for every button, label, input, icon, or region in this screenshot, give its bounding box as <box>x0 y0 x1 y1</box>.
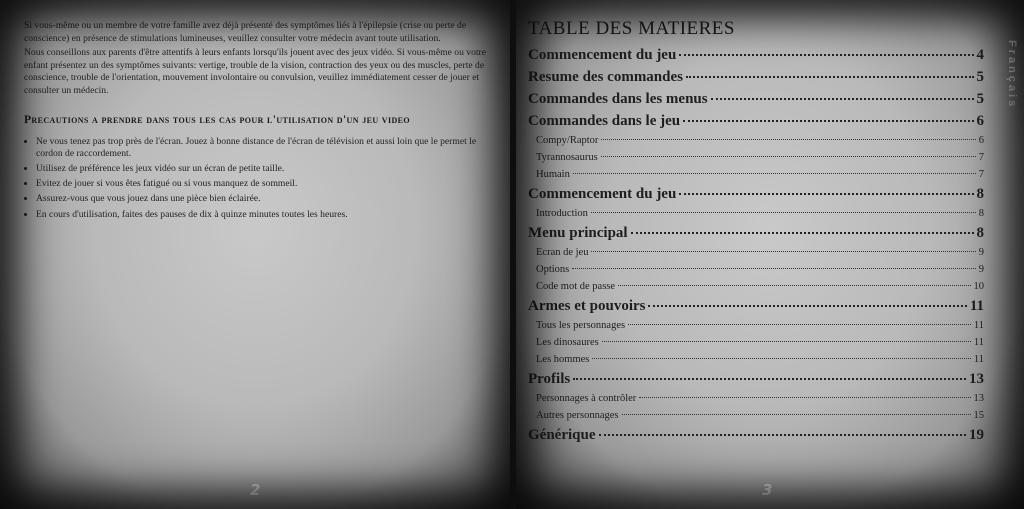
toc-row <box>528 166 984 183</box>
toc-entry-title: Commandes dans les menus <box>528 91 708 107</box>
toc-row <box>528 368 984 390</box>
toc-entry-page: 11 <box>973 354 984 365</box>
intro-paragraph-2: Nous conseillons aux parents d'être attentifs à leurs enfants lorsqu'ils jouent avec des jeux vidéo. Si vous-même ou votre enfant présentez un des symptômes suivants: vertige, trouble de la vision, contraction des yeux ou des muscles, perte de conscience, trouble de l'orientation, mouvement involontaire ou convulsion, veuillez immédiatement cesser de jouer et consulter un médecin. <box>24 47 486 96</box>
toc-row <box>528 334 984 351</box>
toc-entry-title: Les hommes <box>536 354 590 365</box>
toc-leader-dots <box>679 54 973 56</box>
epilepsy-warning <box>24 20 488 224</box>
toc-entry-title: Personnages à contrôler <box>536 393 637 404</box>
toc-row <box>528 278 984 295</box>
toc-entry-page: 6 <box>978 135 984 146</box>
toc-entry-title: Commandes dans le jeu <box>528 113 681 129</box>
toc-entry-page: 9 <box>978 264 984 275</box>
toc-entry-page: 13 <box>969 371 984 387</box>
toc-entry-title: Les dinosaures <box>536 337 599 348</box>
toc-entries <box>528 44 984 446</box>
right-page <box>516 0 1024 509</box>
toc-entry-title: Ecran de jeu <box>536 247 589 258</box>
toc-entry-title: Profils <box>528 371 571 387</box>
toc-entry-title: Introduction <box>536 208 588 219</box>
toc-entry-page: 10 <box>973 281 984 292</box>
toc-row <box>528 88 984 110</box>
precautions-list <box>24 136 488 222</box>
toc-entry-page: 8 <box>978 208 984 219</box>
toc-row <box>528 244 984 261</box>
list-item: • Ne vous tenez pas trop près de l'écran. Jouez à bonne distance de l'écran de télévision et aussi loin que le permet le cordon de raccordement. <box>36 136 488 161</box>
toc-leader-dots <box>683 120 973 122</box>
toc-leader-dots <box>601 139 975 140</box>
toc-entry-page: 11 <box>969 298 984 314</box>
toc-row <box>528 424 984 446</box>
toc-entry-title: Humain <box>536 169 570 180</box>
toc-entry-page: 5 <box>976 91 984 107</box>
toc-leader-dots <box>592 358 971 359</box>
toc-entry-page: 11 <box>973 320 984 331</box>
toc-entry-page: 4 <box>976 47 984 63</box>
toc-leader-dots <box>618 285 970 286</box>
toc-leader-dots <box>711 98 974 100</box>
toc-row <box>528 183 984 205</box>
toc-row <box>528 110 984 132</box>
list-item: • Evitez de jouer si vous êtes fatigué ou si vous manquez de sommeil. <box>36 178 488 191</box>
toc-row <box>528 317 984 334</box>
toc-entry-page: 7 <box>978 152 984 163</box>
toc-entry-page: 15 <box>973 410 984 421</box>
toc-entry-page: 9 <box>978 247 984 258</box>
page-number-left: 2 <box>250 481 261 499</box>
toc-leader-dots <box>591 251 975 252</box>
toc-leader-dots <box>648 305 966 307</box>
toc-entry-title: Autres personnages <box>536 410 619 421</box>
toc-leader-dots <box>573 378 966 380</box>
toc-entry-page: 6 <box>976 113 984 129</box>
toc-entry-title: Commencement du jeu <box>528 47 677 63</box>
toc-entry-title: Menu principal <box>528 225 628 241</box>
toc-row <box>528 66 984 88</box>
list-item: • Utilisez de préférence les jeux vidéo sur un écran de petite taille. <box>36 163 488 176</box>
toc-entry-page: 8 <box>976 225 984 241</box>
toc-row <box>528 351 984 368</box>
toc-entry-page: 5 <box>976 69 984 85</box>
language-label: Français <box>1006 40 1018 110</box>
toc-row <box>528 222 984 244</box>
toc-title: TABLE DES MATIERES <box>528 18 735 39</box>
toc-leader-dots <box>602 341 971 342</box>
toc-entry-title: Tous les personnages <box>536 320 626 331</box>
toc-leader-dots <box>572 268 975 269</box>
toc-row <box>528 390 984 407</box>
toc-entry-page: 19 <box>969 427 984 443</box>
page-number-right: 3 <box>762 481 773 499</box>
toc-entry-page: 8 <box>976 186 984 202</box>
list-item: • Assurez-vous que vous jouez dans une pièce bien éclairée. <box>36 193 488 206</box>
toc-leader-dots <box>631 232 974 234</box>
toc-leader-dots <box>628 324 971 325</box>
toc-leader-dots <box>601 156 976 157</box>
toc-row <box>528 205 984 222</box>
toc-entry-title: Armes et pouvoirs <box>528 298 646 314</box>
toc-row <box>528 407 984 424</box>
toc-row <box>528 261 984 278</box>
toc-entry-title: Compy/Raptor <box>536 135 599 146</box>
toc-row <box>528 132 984 149</box>
toc-leader-dots <box>573 173 976 174</box>
precautions-heading: Precautions a prendre dans tous les cas pour l'utilisation d'un jeu video <box>24 113 411 126</box>
toc-entry-title: Resume des commandes <box>528 69 683 85</box>
toc-leader-dots <box>679 193 973 195</box>
toc-leader-dots <box>599 434 967 436</box>
toc-row <box>528 149 984 166</box>
toc-entry-page: 7 <box>978 169 984 180</box>
toc-leader-dots <box>639 397 970 398</box>
toc-entry-title: Tyrannosaurus <box>536 152 598 163</box>
intro-paragraph-1: Si vous-même ou un membre de votre famille avez déjà présenté des symptômes liés à l'épilepsie (crise ou perte de conscience) en présence de stimulations lumineuses, veuillez consulter votre médecin avant toute utilisation. <box>24 20 467 44</box>
toc-entry-page: 13 <box>973 393 984 404</box>
toc-entry-title: Code mot de passe <box>536 281 616 292</box>
toc-entry-title: Commencement du jeu <box>528 186 677 202</box>
toc-entry-title: Générique <box>528 427 596 443</box>
toc-entry-page: 11 <box>973 337 984 348</box>
toc-leader-dots <box>591 212 976 213</box>
toc-entry-title: Options <box>536 264 570 275</box>
table-of-contents <box>528 17 984 446</box>
toc-row <box>528 295 984 317</box>
toc-row <box>528 44 984 66</box>
toc-leader-dots <box>622 414 971 415</box>
list-item: • En cours d'utilisation, faites des pauses de dix à quinze minutes toutes les heures. <box>36 209 488 222</box>
toc-leader-dots <box>686 76 974 78</box>
